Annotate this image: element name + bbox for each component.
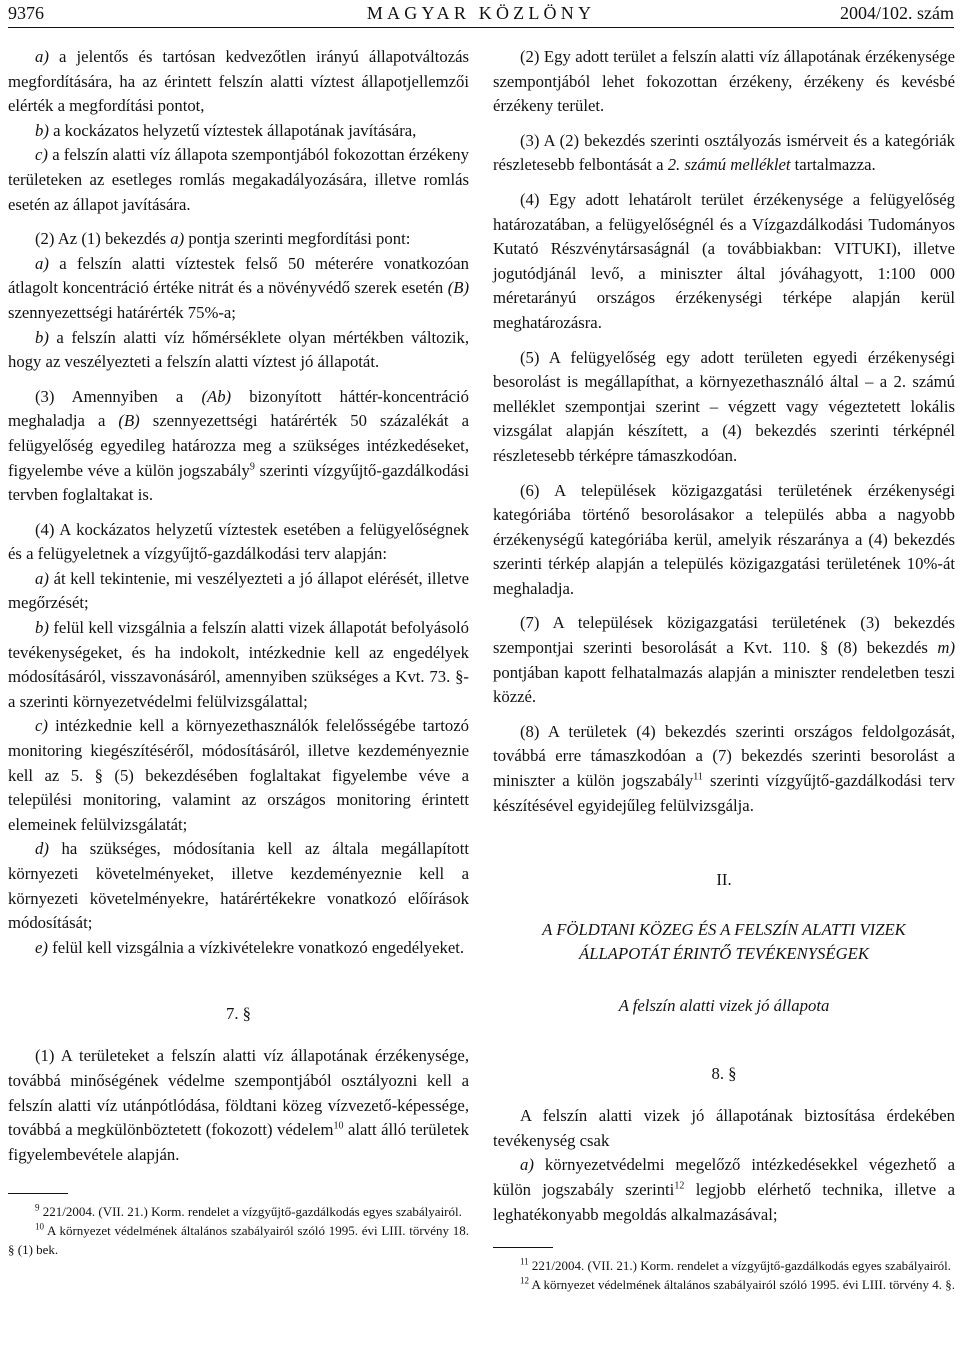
clause-c-label: c) [35,145,48,165]
section-7-paragraph-1-text: (1) A területeket a felszín alatti víz állapotának érzékenysége, továbbá minőségének védelme szempontjából osztályozni kell a felszín alatti víz utánpótlódása, földtani közeg vízvezető-képessége, továbbá a megkülönböztetett (fokozott) védelem [8,1046,469,1140]
paragraph-r3 [493,129,955,178]
clause-c-text: a felszín alatti víz állapota szempontjából fokozottan érzékeny területeken az esetleges romlás megakadályozására, illetve romlás esetén az állapot javítására. [8,145,469,214]
footnote-ref-11: 11 [693,771,703,783]
paragraph-3-ref-b: (B) [118,411,140,431]
clause-b [8,119,469,144]
footnote-10-text: A környezet védelmének általános szabályairól szóló 1995. évi LIII. törvény 18. § (1) bek. [8,1223,469,1258]
section-7-heading: 7. § [225,1004,252,1024]
paragraph-2-b-text: a felszín alatti víz hőmérséklete olyan mértékben változik, hogy az veszélyezteti a felszín alatti víztest jó állapotát. [8,327,469,372]
clause-a [8,45,469,119]
paragraph-2 [8,227,469,252]
footnote-12-text: A környezet védelmének általános szabályairól szóló 1995. évi LIII. törvény 4. §. [531,1277,955,1293]
paragraph-3-part-2: bizonyított háttér-koncentráció meghaladja a [8,386,469,431]
paragraph-r7-ref: m) [937,638,955,658]
paragraph-4-c [8,714,469,837]
footnote-12-number: 12 [520,1275,529,1286]
paragraph-r7-text: (7) A települések közigazgatási területének (3) bekezdés szempontjai szerinti besorolását a Kvt. 110. § (8) bekezdés [493,613,955,658]
paragraph-2-tail: pontja szerinti megfordítási pont: [184,229,411,249]
paragraph-r3-end: tartalmazza. [790,155,876,175]
section-8-heading: 8. § [711,1064,737,1084]
paragraph-4: (4) A kockázatos helyzetű víztestek esetében a felügyelőségnek és a felügyeletnek a vízgyűjtő-gazdálkodási terv alapján: [8,519,469,564]
issue-number: 2004/102. szám [840,3,954,23]
clause-a-text: a jelentős és tartósan kedvezőtlen irányú állapotváltozás megfordítására, ha az érintett felszín alatti víztest állapotjellemzői elérték a megfordítási pontot, [8,47,470,116]
paragraph-4-a-label: a) [35,568,49,588]
subtitle: A felszín alatti vizek jó állapota [618,996,830,1016]
clause-c [8,143,469,217]
footnote-11 [493,1256,955,1275]
paragraph-3 [8,385,469,508]
left-column [8,45,469,1259]
paragraph-4-c-label: c) [35,716,48,736]
paragraph-2-a [8,252,469,326]
paragraph-2-ref: a) [170,229,185,249]
right-column [493,45,955,1294]
paragraph-3-ref-ab: (Ab) [201,386,232,406]
clause-b-text: a kockázatos helyzetű víztestek állapotának javítására, [53,120,417,140]
paragraph-2-a-label: a) [35,253,49,273]
paragraph-4-a [8,567,469,616]
section-7-paragraph-1 [8,1044,469,1167]
paragraph-3-part-3: szennyezettségi határérték 50 százalékát a felügyelőség egyedileg határozza meg a szükséges intézkedéseket, figyelembe véve a külön jogszabály [8,411,469,480]
paragraph-4-b-label: b) [35,618,49,638]
paragraph-3-part-1: (3) Amennyiben a [35,386,202,406]
journal-title: MAGYAR KÖZLÖNY [366,3,596,23]
page-header [8,2,954,28]
paragraph-r7-end: pontjában kapott felhatalmazás alapján a miniszter rendeletben teszi közzé. [493,662,955,707]
paragraph-4-a-text: át kell tekintenie, mi veszélyezteti a jó állapot elérését, illetve megőrzését; [8,568,469,613]
footnote-9-number: 9 [35,1203,40,1214]
footnote-11-number: 11 [520,1256,529,1267]
section-8-a-end: legjobb elérhető technika, illetve a leghatékonyabb megoldás alkalmazásával; [493,1180,955,1224]
paragraph-4-b [8,616,469,714]
part-title-line-1: A FÖLDTANI KÖZEG ÉS A FELSZÍN ALATTI VIZEK [542,920,906,940]
footnote-10-number: 10 [35,1222,44,1233]
footnote-ref-9: 9 [249,460,255,472]
paragraph-r8-end: szerinti vízgyűjtő-gazdálkodási terv készítésével egyidejűleg felülvizsgálja. [493,771,955,815]
page-number: 9376 [8,3,44,23]
footnote-12 [493,1275,955,1294]
paragraph-4-e [8,936,469,961]
paragraph-2-b-label: b) [35,327,49,347]
footnote-rule-right [493,1247,553,1248]
annex-reference: 2. számú melléklet [667,155,791,175]
paragraph-2-lead: (2) Az (1) bekezdés [35,229,171,249]
part-numeral: II. [716,870,732,890]
paragraph-r7 [493,611,955,709]
part-title-line-2: ÁLLAPOTÁT ÉRINTŐ TEVÉKENYSÉGEK [579,944,869,964]
paragraph-4-d-text: ha szükséges, módosítania kell az általa megállapított környezeti követelményeket, illetve kezdeményeznie kell a környezeti követelményekre, határértékekre vonatkozó előírások módosítását; [8,839,470,933]
paragraph-4-d [8,837,469,935]
paragraph-r8-text: (8) A területek (4) bekezdés szerinti országos feldolgozását, továbbá erre támaszkodóan a (7) bekezdés szerinti besorolást a miniszter a külön jogszabály [493,721,955,791]
paragraph-r5: (5) A felügyelőség egy adott területen egyedi érzékenységi besorolást is megállapíthat, a környezethasználó által – a 2. számú melléklet szempontjai szerint – végzett vagy végeztetett lokális vizsgálat alapján készített, a (4) bekezdés szerinti térképnél részletesebb térképre támaszkodóan. [493,347,955,465]
paragraph-4-d-label: d) [35,839,49,859]
footnote-ref-12: 12 [674,1180,685,1192]
clause-b-label: b) [35,120,49,140]
footnote-9-text: 221/2004. (VII. 21.) Korm. rendelet a vízgyűjtő-gazdálkodás egyes szabályairól. [42,1204,462,1220]
paragraph-2-a-text-end: szennyezettségi határérték 75%-a; [8,302,236,322]
footnote-ref-10: 10 [333,1120,344,1132]
clause-a-label: a) [35,47,49,66]
footnote-rule [8,1193,68,1194]
paragraph-2-a-ref: (B) [447,278,469,298]
paragraph-r6: (6) A települések közigazgatási területének érzékenységi kategóriába történő besorolásakor a település abba a nagyobb érzékenységű kategóriába kerül, amelyik részaránya a (4) bekezdés szerinti térkép alapján a település közigazgatási területének 10%-át meghaladja. [493,480,955,598]
header-rule [8,27,954,28]
paragraph-4-e-label: e) [35,937,48,957]
paragraph-3-part-4: szerinti vízgyűjtő-gazdálkodási tervben foglaltakat is. [8,460,470,505]
section-8-intro: A felszín alatti vizek jó állapotának biztosítása érdekében tevékenység csak [493,1106,955,1150]
paragraph-r2: (2) Egy adott terület a felszín alatti víz állapotának érzékenysége szempontjából lehet fokozottan érzékeny, érzékeny és kevésbé érzékeny terület. [493,47,955,116]
footnote-10 [8,1221,469,1259]
paragraph-2-b [8,326,469,375]
paragraph-r3-text: (3) A (2) bekezdés szerinti osztályozás ismérveit és a kategóriák részletesebb felbontását a [493,130,955,175]
paragraph-r8 [493,720,955,818]
section-8-a-label: a) [520,1155,534,1175]
paragraph-2-a-text: a felszín alatti víztestek felső 50 méterére vonatkozóan átlagolt koncentráció értéke nitrát és a növényvédő szerek esetén [8,253,470,298]
paragraph-r4: (4) Egy adott lehatárolt terület érzékenysége a felügyelőség határozatában, a felügyelőségnél és a Vízgazdálkodási Tudományos Kutató Részvénytársaságnál (a továbbiakban: VITUKI), illetve jogutódjánál levő, a miniszter által jóváhagyott, 1:100 000 méretarányú országos érzékenységi térképe alapján kerül meghatározásra. [493,189,955,332]
paragraph-4-c-text: intézkednie kell a környezethasználók felelősségébe tartozó monitoring kiegészítéséről, módosításáról, illetve kezdeményeznie kell az 5. § (5) bekezdésében foglaltakat figyelembe véve a települési monitoring, valamint az országos monitoring érintett elemeinek felülvizsgálatát; [8,716,470,834]
section-7-paragraph-1-end: alatt álló területek figyelembevétele alapján. [8,1120,469,1164]
section-8-a [493,1153,955,1227]
footnote-9 [8,1202,469,1221]
paragraph-4-e-text: felül kell vizsgálnia a vízkivételekre vonatkozó engedélyeket. [52,937,465,957]
footnote-11-text: 221/2004. (VII. 21.) Korm. rendelet a vízgyűjtő-gazdálkodás egyes szabályairól. [531,1258,952,1274]
section-8-a-text: környezetvédelmi megelőző intézkedésekkel végezhető a külön jogszabály szerinti [493,1155,955,1199]
paragraph-4-b-text: felül kell vizsgálnia a felszín alatti vizek állapotát befolyásoló tevékenységeket, és ha indokolt, intézkednie kell az engedélyek módosításáról, visszavonásáról, amennyiben szükséges a Kvt. 73. §-a szerinti környezetvédelmi felülvizsgálattal; [8,618,470,711]
